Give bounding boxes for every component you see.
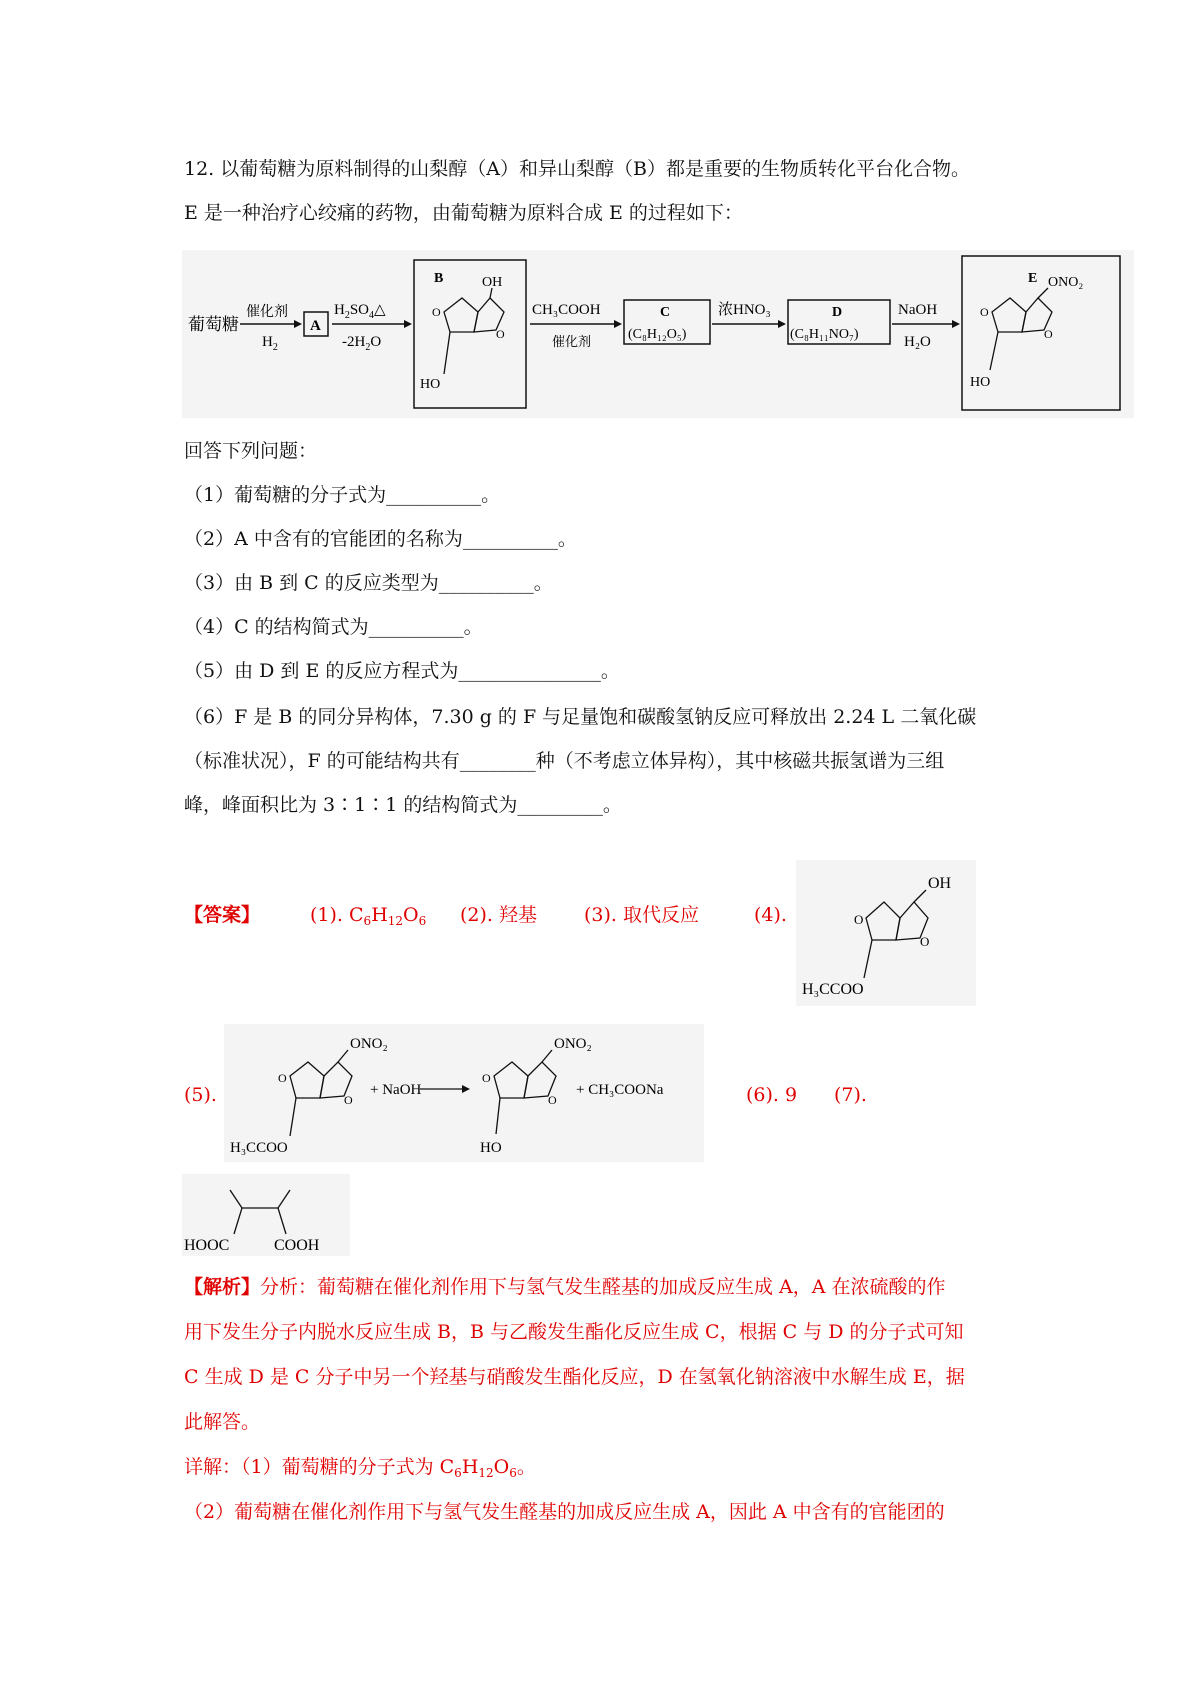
svg-text:NaOH: NaOH (898, 302, 938, 318)
detail-2: （2）葡萄糖在催化剂作用下与氢气发生醛基的加成反应生成 A，因此 A 中含有的官能团的 (184, 1501, 945, 1523)
question-6-line-1: （6）F 是 B 的同分异构体，7.30 g 的 F 与足量饱和碳酸氢钠反应可释放出 2.24 L 二氧化碳 (184, 706, 977, 728)
answer-1: (1). $C_6H_{12}O_6$ (310, 904, 427, 928)
svg-text:浓HNO₃: 浓HNO₃ (718, 302, 771, 318)
question-6-line-2: （标准状况），F 的可能结构共有________种（不考虑立体异构），其中核磁共振氢谱为三组 (184, 750, 945, 772)
answer-label: 【答案】 (184, 904, 261, 926)
question-4: （4）C 的结构简式为__________。 (184, 616, 483, 638)
svg-text:ONO₂: ONO₂ (1048, 275, 1084, 290)
question-1: （1）葡萄糖的分子式为__________。 (184, 484, 501, 506)
question-line-2: E 是一种治疗心绞痛的药物，由葡萄糖为原料合成 E 的过程如下： (184, 202, 743, 224)
svg-text:O: O (854, 912, 864, 927)
glucose-label: 葡萄糖 (188, 315, 239, 334)
detail-1: 详解：（1）葡萄糖的分子式为 $C_6H_{12}O_6$。 (184, 1456, 536, 1480)
svg-text:H₃CCOO: H₃CCOO (230, 1140, 288, 1156)
analysis-p1: 【解析】分析：葡萄糖在催化剂作用下与氢气发生醛基的加成反应生成 A，A 在浓硫酸的作 (184, 1276, 946, 1298)
svg-text:HO: HO (970, 375, 991, 390)
svg-text:O: O (278, 1071, 287, 1085)
svg-text:E: E (1028, 271, 1038, 286)
svg-text:H₃CCOO: H₃CCOO (802, 981, 864, 998)
svg-text:O: O (432, 305, 441, 319)
question-5: （5）由 D 到 E 的反应方程式为_______________。 (184, 660, 620, 682)
svg-text:-2H2O: $-2H_2O$ (342, 334, 382, 353)
svg-text:ONO₂: ONO₂ (350, 1036, 388, 1052)
svg-text:A: A (310, 318, 321, 334)
svg-text:O: O (482, 1071, 491, 1085)
svg-text:O: O (344, 1093, 353, 1107)
svg-text:ONO₂: ONO₂ (554, 1036, 592, 1052)
svg-text:OH: OH (928, 875, 952, 892)
cond1-top: 催化剂 (246, 305, 288, 320)
question-6-line-3: 峰，峰面积比为 3∶1∶1 的结构简式为_________。 (184, 794, 622, 816)
svg-text:+ CH₃COONa: + CH₃COONa (576, 1082, 664, 1098)
svg-text:COOH: COOH (274, 1237, 320, 1254)
svg-text:O: O (496, 327, 505, 341)
svg-text:O: O (980, 305, 989, 319)
analysis-p2: 用下发生分子内脱水反应生成 B，B 与乙酸发生酯化反应生成 C，根据 C 与 D 的分子式可知 (184, 1321, 964, 1343)
svg-text:OH: OH (482, 275, 503, 290)
svg-text:C: C (660, 305, 671, 320)
isosorbide-structure-b (444, 288, 504, 374)
answer-7-structure (182, 1174, 350, 1256)
analysis-p4: 此解答。 (184, 1411, 261, 1433)
question-3: （3）由 B 到 C 的反应类型为__________。 (184, 572, 553, 594)
answer-5-num: (5). (184, 1084, 217, 1106)
prompt: 回答下列问题： (184, 440, 318, 462)
answer-5-equation (224, 1024, 704, 1162)
analysis-p3: C 生成 D 是 C 分子中另一个羟基与硝酸发生酯化反应，D 在氢氧化钠溶液中水解生成 E，据 (184, 1366, 965, 1388)
answer-4-structure (796, 860, 976, 1006)
svg-text:O: O (548, 1093, 557, 1107)
answer-2: (2). 羟基 (460, 904, 538, 926)
svg-text:O: O (920, 934, 930, 949)
question-line-1: 12. 以葡萄糖为原料制得的山梨醇（A）和异山梨醇（B）都是重要的生物质转化平台化合物。 (184, 158, 970, 180)
answer-6: (6). 9 (746, 1084, 798, 1106)
svg-text:H2SO4△: $H_2SO_4\triangle$ (334, 302, 386, 321)
isosorbide-structure-e (990, 288, 1052, 370)
svg-text:(C₈H₁₁NO₇): (C₈H₁₁NO₇) (790, 327, 859, 342)
svg-text:HO: HO (420, 377, 441, 392)
question-2: （2）A 中含有的官能团的名称为__________。 (184, 528, 577, 550)
svg-text:(C₈H₁₂O₅): (C₈H₁₂O₅) (628, 327, 687, 342)
svg-text:D: D (832, 305, 843, 320)
svg-text:催化剂: 催化剂 (552, 334, 592, 349)
svg-text:+ NaOH: + NaOH (370, 1082, 422, 1098)
answer-4-num: (4). (754, 904, 787, 926)
svg-text:B: B (434, 271, 444, 286)
svg-text:H2: $H_2$ (262, 334, 278, 353)
svg-text:CH₃COOH: CH₃COOH (532, 302, 601, 318)
answer-3: (3). 取代反应 (584, 904, 700, 926)
svg-text:HOOC: HOOC (184, 1237, 230, 1254)
svg-text:H₂O: H₂O (904, 334, 931, 350)
reaction-scheme (182, 250, 1134, 418)
answer-7-num: (7). (834, 1084, 867, 1106)
svg-text:HO: HO (480, 1140, 502, 1156)
svg-text:O: O (1044, 327, 1053, 341)
